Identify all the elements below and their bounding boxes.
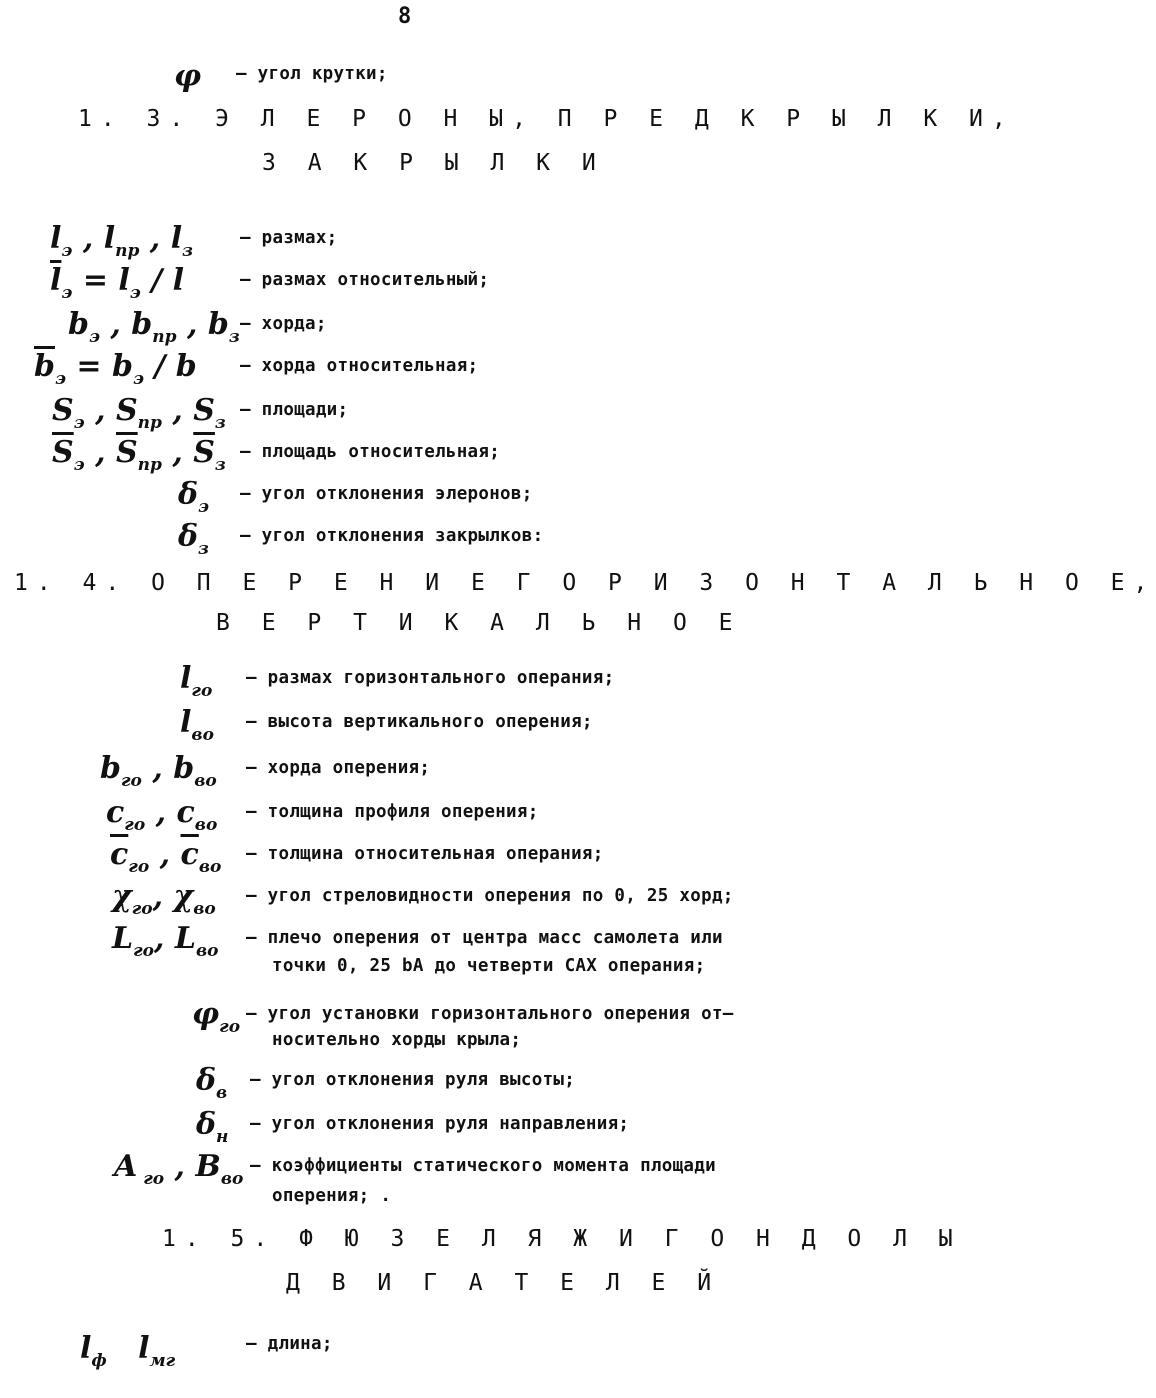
definition-relative-span: – размах относительный; (240, 270, 490, 290)
definition-tail-arm-cont: точки 0, 25 bА до четверти САХ операния; (272, 956, 706, 976)
symbol-relative-area: $\overline{S}_э$ , $\overline{S}_{пр}$ , $\overline{S}_з$ (52, 435, 226, 475)
symbol-flap-deflection: $\delta_з$ (178, 519, 209, 559)
symbol-static-moment-coefficients: A $_{го}$ , $B_{во}$ (114, 1149, 244, 1189)
symbol-relative-span: $\overline{l}_э = l_э / l$ (50, 263, 185, 303)
symbol-tail-arm: $L_{го}$, $L_{во}$ (112, 921, 219, 961)
definition-tail-chord: – хорда оперения; (246, 758, 431, 778)
definition-chord: – хорда; (240, 314, 327, 334)
page-number: 8 (398, 4, 412, 29)
symbol-elevator-deflection: $\delta_в$ (196, 1063, 228, 1103)
symbol-area: $S_э$ , $S_{пр}$ , $S_з$ (52, 393, 226, 433)
definition-aileron-deflection: – угол отклонения элеронов; (240, 484, 533, 504)
definition-tail-sweep: – угол стреловидности оперения по 0, 25 хорд; (246, 886, 734, 906)
definition-span: – размах; (240, 228, 338, 248)
symbol-tail-sweep: $\chi_{го}$, $\chi_{во}$ (112, 879, 216, 919)
symbol-htail-incidence: $\varphi_{го}$ (192, 997, 241, 1037)
symbol-tail-relative-thickness: $\overline{c}_{го}$ , $\overline{c}_{во}$ (110, 837, 222, 877)
section-heading-1-4-cont: В Е Р Т И К А Л Ь Н О Е (216, 610, 742, 636)
definition-static-moment-coefficients-cont: оперения; . (272, 1186, 392, 1206)
symbol-tail-thickness: $c_{го}$ , $c_{во}$ (106, 795, 218, 835)
symbol-tail-chord: $b_{го}$ , $b_{во}$ (100, 751, 217, 791)
definition-twist-angle: – угол крутки; (236, 64, 388, 84)
symbol-htail-span: $l_{го}$ (180, 661, 213, 701)
definition-rudder-deflection: – угол отклонения руля направления; (250, 1114, 630, 1134)
section-heading-1-3: 1. 3. Э Л Е Р О Н Ы, П Р Е Д К Р Ы Л К И, (78, 106, 1015, 132)
definition-flap-deflection: – угол отклонения закрылков: (240, 526, 544, 546)
symbol-rudder-deflection: $\delta_н$ (196, 1107, 229, 1147)
definition-tail-relative-thickness: – толщина относительная операния; (246, 844, 604, 864)
definition-tail-thickness: – толщина профиля оперения; (246, 802, 539, 822)
symbol-fuselage-length: $l_ф$ $l_{мг}$ (80, 1331, 176, 1371)
definition-area: – площади; (240, 400, 349, 420)
definition-htail-incidence: – угол установки горизонтального оперения от– (246, 1004, 734, 1024)
symbol-vtail-height: $l_{во}$ (180, 705, 214, 745)
symbol-chord: $b_э$ , $b_{пр}$ , $b_з$ (68, 307, 240, 347)
definition-elevator-deflection: – угол отклонения руля высоты; (250, 1070, 576, 1090)
section-heading-1-3-cont: З А К Р Ы Л К И (262, 150, 605, 176)
definition-htail-span: – размах горизонтального операния; (246, 668, 615, 688)
definition-vtail-height: – высота вертикального оперения; (246, 712, 593, 732)
symbol-span: $l_э$ , $l_{пр}$ , $l_з$ (50, 221, 193, 261)
definition-relative-area: – площадь относительная; (240, 442, 501, 462)
definition-tail-arm: – плечо оперения от центра масс самолета или (246, 928, 723, 948)
section-heading-1-5-cont: Д В И Г А Т Е Л Е Й (286, 1270, 721, 1296)
section-heading-1-5: 1. 5. Ф Ю З Е Л Я Ж И Г О Н Д О Л Ы (162, 1226, 962, 1252)
symbol-aileron-deflection: $\delta_э$ (178, 477, 209, 517)
definition-static-moment-coefficients: – коэффициенты статического момента площади (250, 1156, 716, 1176)
definition-htail-incidence-cont: носительно хорды крыла; (272, 1030, 522, 1050)
definition-fuselage-length: – длина; (246, 1334, 333, 1354)
section-heading-1-4: 1. 4. О П Е Р Е Н И Е Г О Р И З О Н Т А Л Ь Н О Е, (14, 570, 1156, 596)
symbol-twist-angle: φ (174, 59, 202, 94)
definition-relative-chord: – хорда относительная; (240, 356, 479, 376)
symbol-relative-chord: $\overline{b}_э = b_э / b$ (34, 349, 197, 389)
